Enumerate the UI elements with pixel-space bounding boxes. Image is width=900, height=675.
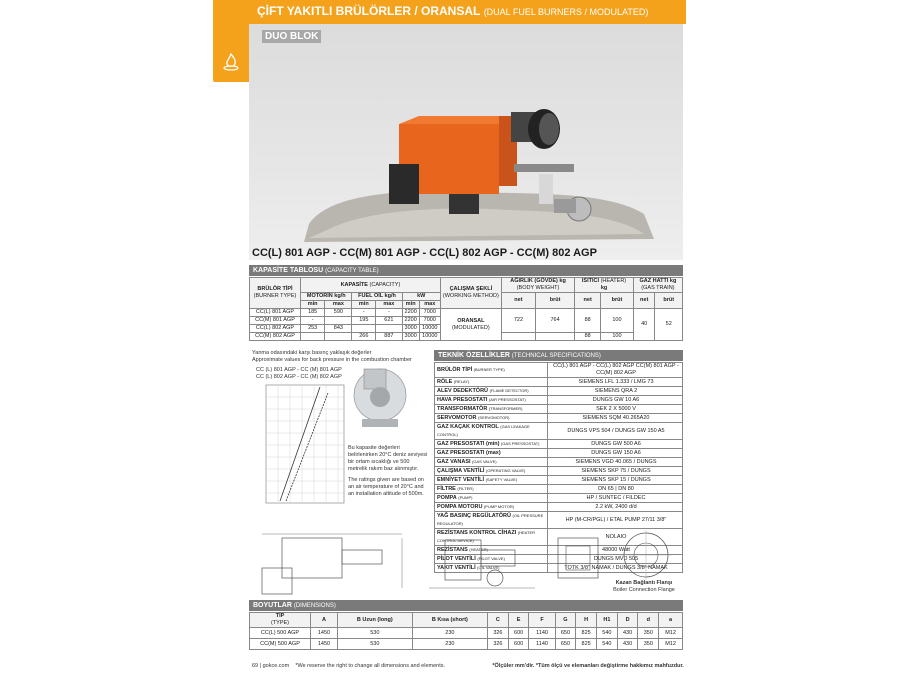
spec-row: PİLOT VENTİLİ (PILOT VALVE) DUNGS MVD 505 <box>435 555 683 564</box>
spec-row: POMPA (PUMP) HP / SUNTEC / FILDEC <box>435 494 683 503</box>
spec-row: ÇALIŞMA VENTİLİ (OPERATING VALVE) SIEMENS SKP 75 / DUNGS <box>435 467 683 476</box>
spec-row: YAKIT VENTİLİ (OIL VALVE) TOTK 3/8" NAMAK / DUNGS 3/8" NAMAK <box>435 564 683 573</box>
flange-caption: Kazan Bağlantı Flanşı Boiler Connection Flange <box>613 580 675 593</box>
spec-row: ALEV DEDEKTÖRÜ (FLAME DETECTOR) SIEMENS QRA 2 <box>435 387 683 396</box>
flame-logo-icon <box>221 52 241 72</box>
spec-row: FİLTRE (FILTER) DN 65 | DN 80 <box>435 485 683 494</box>
spec-row: POMPA MOTORU (PUMP MOTOR) 2.2 kW, 2400 d/d <box>435 503 683 512</box>
product-family-badge: DUO BLOK <box>262 30 321 43</box>
front-view-drawing <box>548 528 608 588</box>
dimensions-table: TİP (TYPE) A B Uzun (long) B Kısa (short) C E F G H H1 D d a CC(L) 500 AGP 1450 530 230 326 600 1140 650 825 540 430 350 M12 CC(M) 500 AGP 1450 530 230 326 600 1140 650 825 540 430 350 M12 <box>249 612 683 650</box>
table-row: CC(M) 802 AGP 266 887 3000 10000 88 100 <box>250 333 683 341</box>
table-row: CC(L) 802 AGP 253 843 3000 10000 <box>250 325 683 333</box>
page-footer: 69 | gokce.com *We reserve the right to change all dimensions and elements. *Ölçüler mm'dir. *Tüm ölçü ve elemanları değiştirme hakkımız mahfuzdur. <box>252 663 684 669</box>
capacity-table: BRÜLÖR TİPİ (BURNER TYPE) KAPASİTE (CAPACITY) ÇALIŞMA ŞEKLİ (WORKING METHOD) AĞIRLIK (GÖVDE) kg (BODY WEIGHT) ISITICI (HEATER) kg GAZ HATTI kg (GAS TRAIN) MOTORİN kg/h FUEL OİL kg/h kW net brüt net brüt net brüt min max min max min max CC(L) 801 AGP 185 590 - - 2200 7000 ORANSAL (MODULATED) 722 764 88 100 40 52 CC(M) 801 AGP - 195 621 2200 7000 CC(L) 802 AGP 253 843 3000 10000 CC(M) 802 AGP 266 887 3000 10000 88 100 <box>249 277 683 341</box>
spec-row: TRANSFORMATÖR (TRANSFORMER) SEK 2 X 5000 V <box>435 405 683 414</box>
spec-row: GAZ PRESOSTATI (max) DUNGS GW 150 A6 <box>435 449 683 458</box>
spec-row: REZİSTANS KONTROL CİHAZI (HEATER CONTROL DEVICE) NOLAIO <box>435 529 683 546</box>
product-photo <box>249 24 683 260</box>
fan-illustration <box>350 365 410 437</box>
header-bar <box>213 0 686 24</box>
spec-row: YAĞ BASINÇ REGÜLATÖRÜ (OIL PRESSURE REGULATOR) HP (M-CR/PGL) / ETAL PUMP 27/11 3/8" <box>435 512 683 529</box>
capacity-section-header: KAPASİTE TABLOSU (CAPACITY TABLE) <box>249 265 683 276</box>
spec-row: GAZ PRESOSTATI (min) (GAS PRESSOSTAT) DUNGS GW 500 A6 <box>435 440 683 449</box>
spec-row: EMNİYET VENTİLİ (SAFETY VALVE) SIEMENS SKP 15 / DUNGS <box>435 476 683 485</box>
spec-row: GAZ KAÇAK KONTROL (GAS LEAKAGE CONTROL) DUNGS VPS 504 / DUNGS GW 150 A5 <box>435 423 683 440</box>
fan-note: Bu kapasite değerleri belirlenirken 20°C deniz seviyesi bir ortam sıcaklığı ve 500 metrelik rakım baz alınmıştır. The ratings given are based on an air temperature of 20°C and an installation altitude of 500m. <box>348 445 428 497</box>
specs-section-header: TEKNİK ÖZELLİKLER (TECHNICAL SPECIFICATIONS) <box>434 350 683 361</box>
dimensions-section-header: BOYUTLAR (DIMENSIONS) <box>249 600 683 611</box>
burner-illustration <box>249 24 683 260</box>
chart-series-labels: CC (L) 801 AGP - CC (M) 801 AGP CC (L) 802 AGP - CC (M) 802 AGP <box>256 367 342 380</box>
top-view-drawing <box>425 528 545 600</box>
table-row: CC(M) 500 AGP 1450 530 230 326 600 1140 650 825 540 430 350 M12 <box>250 639 683 650</box>
table-row: CC(M) 801 AGP - 195 621 2200 7000 <box>250 317 683 325</box>
spec-row: HAVA PRESOSTATI (AIR PRESSOSTAT) DUNGS GW 10 A6 <box>435 396 683 405</box>
spec-row: RÖLE (RELAY) SIEMENS LFL 1.333 / LMG 73 <box>435 378 683 387</box>
table-row: CC(L) 500 AGP 1450 530 230 326 600 1140 650 825 540 430 350 M12 <box>250 628 683 639</box>
brand-tab <box>213 24 249 82</box>
page-title: ÇİFT YAKITLI BRÜLÖRLER / ORANSAL (DUAL FUEL BURNERS / MODULATED) <box>257 4 649 18</box>
table-row: CC(L) 801 AGP 185 590 - - 2200 7000 ORANSAL (MODULATED) 722 764 88 100 40 52 <box>250 309 683 317</box>
back-pressure-chart <box>256 383 348 511</box>
model-line: CC(L) 801 AGP - CC(M) 801 AGP - CC(L) 802 AGP - CC(M) 802 AGP <box>252 247 597 259</box>
boiler-flange-drawing <box>612 528 680 582</box>
side-view-drawing <box>252 528 422 600</box>
spec-row: GAZ VANASI (GAS VALVE) SIEMENS VGD 40.065 / DUNGS <box>435 458 683 467</box>
back-pressure-note: Yanma odasındaki karşı basınç yaklaşık değerler Approximate values for back pressure in the combustion chamber <box>252 350 412 363</box>
spec-row: BRÜLÖR TİPİ (BURNER TYPE) CC(L) 801 AGP - CC(L) 802 AGP CC(M) 801 AGP - CC(M) 802 AGP <box>435 363 683 378</box>
spec-row: SERVOMOTOR (SERVOMOTOR) SIEMENS SQM 40.265A20 <box>435 414 683 423</box>
spec-row: REZİSTANS (HEATER) 48000 Watt <box>435 546 683 555</box>
